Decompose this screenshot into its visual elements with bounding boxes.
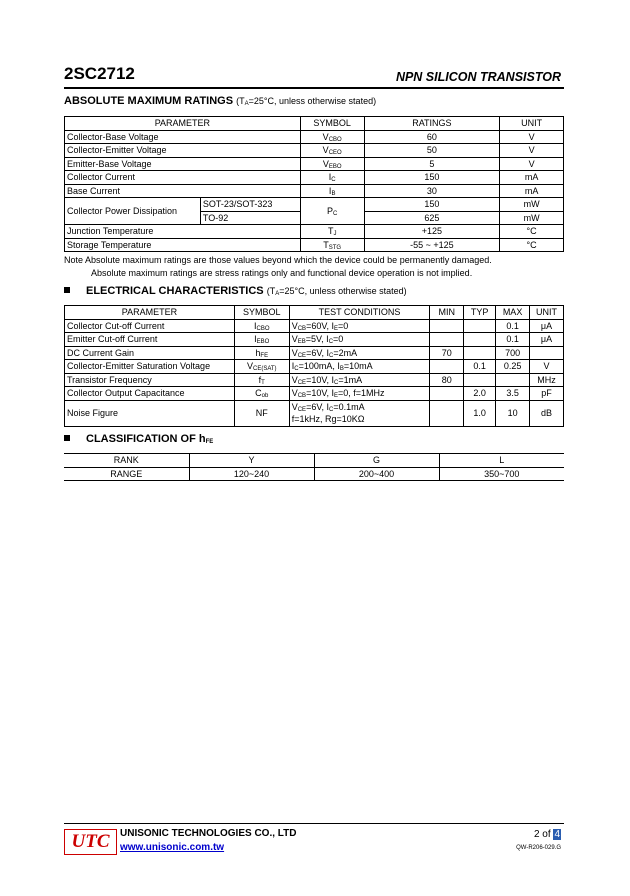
rating-cell: 50 (364, 144, 500, 158)
symbol-cell: $C_{ob}$ (234, 387, 289, 401)
symbol-cell: $I_B$ (300, 184, 364, 198)
table-row (65, 373, 564, 387)
condition-cell: $V_{CB}=10V$, $I_E=0$, f=1MHz (289, 387, 430, 401)
note-line-1: Note Absolute maximum ratings are those values beyond which the device could be permanently damaged. (64, 255, 492, 265)
typ-cell (464, 319, 496, 333)
condition-cell (289, 400, 430, 426)
condition-line: f=1kHz, Rg=10KΩ (291, 414, 365, 424)
col-header: PARAMETER (65, 117, 301, 131)
range-cell: 120~240 (189, 467, 314, 481)
param-cell: DC Current Gain (65, 346, 235, 360)
footer-divider (64, 823, 564, 824)
table-header-row (65, 306, 564, 320)
package-cell: SOT-23/SOT-323 (200, 198, 300, 212)
range-cell: 350~700 (439, 467, 564, 481)
device-type: NPN SILICON TRANSISTOR (395, 70, 561, 84)
table-row (65, 184, 564, 198)
unit-cell: V (530, 360, 564, 374)
table-row (65, 130, 564, 144)
page-number (480, 829, 561, 840)
symbol-cell: $V_{CEO}$ (300, 144, 364, 158)
symbol-cell: $I_{CBO}$ (234, 319, 289, 333)
col-header: RATINGS (364, 117, 500, 131)
rating-cell: 5 (364, 157, 500, 171)
param-cell: Collector Cut-off Current (65, 319, 235, 333)
unit-cell: V (500, 144, 564, 158)
table-row (65, 171, 564, 185)
unit-cell: dB (530, 400, 564, 426)
symbol-cell: $V_{CE(SAT)}$ (234, 360, 289, 374)
max-cell: 10 (496, 400, 530, 426)
col-header: TYP (464, 306, 496, 320)
param-cell: Emitter Cut-off Current (65, 333, 235, 347)
table-row (65, 346, 564, 360)
max-cell: 0.1 (496, 333, 530, 347)
unit-cell: V (500, 130, 564, 144)
col-header: SYMBOL (300, 117, 364, 131)
unit-cell: pF (530, 387, 564, 401)
condition-line: $V_{CE}=6V$, $I_C=0.1mA$ (291, 402, 365, 413)
table-row (65, 225, 564, 239)
param-cell: Collector Power Dissipation (65, 198, 201, 225)
col-header: TEST CONDITIONS (289, 306, 430, 320)
table-row (65, 198, 564, 212)
symbol-cell: $f_T$ (234, 373, 289, 387)
symbol-cell: $V_{EBO}$ (300, 157, 364, 171)
note-line-2: Absolute maximum ratings are stress ratings only and functional device operation is not implied. (91, 268, 473, 278)
condition-cell: $V_{CB}=60V$, $I_E=0$ (289, 319, 430, 333)
document-number: QW-R206-029.G (516, 845, 561, 851)
classification-title: CLASSIFICATION OF $h_{FE}$ (86, 433, 214, 445)
param-cell: Junction Temperature (65, 225, 301, 239)
col-header: MIN (430, 306, 464, 320)
header-divider (64, 87, 564, 89)
param-cell: Collector Current (65, 171, 301, 185)
symbol-cell: $T_{STG}$ (300, 238, 364, 252)
unit-cell (530, 346, 564, 360)
table-row (65, 144, 564, 158)
min-cell (430, 387, 464, 401)
max-cell: 0.1 (496, 319, 530, 333)
part-number: 2SC2712 (64, 64, 135, 83)
rank-cell: G (314, 454, 439, 468)
abs-max-title: ABSOLUTE MAXIMUM RATINGS (64, 95, 234, 107)
min-cell (430, 319, 464, 333)
elec-title: ELECTRICAL CHARACTERISTICS (86, 285, 264, 297)
max-cell: 0.25 (496, 360, 530, 374)
table-row (65, 157, 564, 171)
elec-condition: ($T_A=25^\circ C$, unless otherwise stated) (266, 286, 407, 297)
classification-table (64, 453, 564, 481)
symbol-cell: $P_C$ (300, 198, 364, 225)
col-header: MAX (496, 306, 530, 320)
typ-cell (464, 333, 496, 347)
symbol-cell: $I_{EBO}$ (234, 333, 289, 347)
table-row (65, 319, 564, 333)
bullet-icon (64, 435, 70, 441)
min-cell (430, 360, 464, 374)
max-cell (496, 373, 530, 387)
col-header: UNIT (530, 306, 564, 320)
table-row (65, 387, 564, 401)
min-cell: 70 (430, 346, 464, 360)
unit-cell: mA (500, 184, 564, 198)
abs-max-table (64, 116, 564, 252)
abs-max-condition: ($T_A=25^\circ C$, unless otherwise stated) (236, 96, 377, 107)
unit-cell: MHz (530, 373, 564, 387)
condition-cell: $V_{CE}=6V$, $I_C=2mA$ (289, 346, 430, 360)
unit-cell: μA (530, 333, 564, 347)
param-cell: Collector-Emitter Voltage (65, 144, 301, 158)
rating-cell: -55 ~ +125 (364, 238, 500, 252)
table-row (65, 333, 564, 347)
rating-cell: 30 (364, 184, 500, 198)
bullet-icon (64, 287, 70, 293)
abs-max-heading (64, 95, 376, 107)
unit-cell: mA (500, 171, 564, 185)
max-cell: 700 (496, 346, 530, 360)
symbol-cell: NF (234, 400, 289, 426)
symbol-cell: $I_C$ (300, 171, 364, 185)
rank-label: RANK (64, 454, 189, 468)
param-cell: Collector Output Capacitance (65, 387, 235, 401)
unit-cell: °C (500, 225, 564, 239)
table-header-row (64, 454, 564, 468)
rank-cell: L (439, 454, 564, 468)
param-cell: Transistor Frequency (65, 373, 235, 387)
min-cell (430, 400, 464, 426)
abs-max-note (64, 254, 564, 280)
symbol-cell: $V_{CBO}$ (300, 130, 364, 144)
table-header-row (65, 117, 564, 131)
min-cell: 80 (430, 373, 464, 387)
param-cell: Base Current (65, 184, 301, 198)
symbol-cell: $h_{FE}$ (234, 346, 289, 360)
param-cell: Emitter-Base Voltage (65, 157, 301, 171)
unit-cell: °C (500, 238, 564, 252)
range-cell: 200~400 (314, 467, 439, 481)
rank-cell: Y (189, 454, 314, 468)
col-header: SYMBOL (234, 306, 289, 320)
typ-cell: 0.1 (464, 360, 496, 374)
condition-cell: $V_{EB}=5V$, $I_C=0$ (289, 333, 430, 347)
page-total: 4 (554, 829, 560, 840)
symbol-cell: $T_J$ (300, 225, 364, 239)
package-cell: TO-92 (200, 211, 300, 225)
utc-logo: UTC (64, 829, 117, 855)
page-prefix: 2 of (533, 829, 554, 840)
unit-cell: μA (530, 319, 564, 333)
col-header: PARAMETER (65, 306, 235, 320)
classification-heading (64, 433, 213, 445)
typ-cell: 1.0 (464, 400, 496, 426)
rating-cell: 625 (364, 211, 500, 225)
rating-cell: +125 (364, 225, 500, 239)
elec-table (64, 305, 564, 427)
typ-cell (464, 346, 496, 360)
unit-cell: V (500, 157, 564, 171)
condition-cell: $I_C=100mA$, $I_B=10mA$ (289, 360, 430, 374)
table-row (65, 238, 564, 252)
typ-cell: 2.0 (464, 387, 496, 401)
range-label: RANGE (64, 467, 189, 481)
table-row (65, 400, 564, 426)
param-cell: Collector-Emitter Saturation Voltage (65, 360, 235, 374)
unit-cell: mW (500, 198, 564, 212)
typ-cell (464, 373, 496, 387)
rating-cell: 150 (364, 171, 500, 185)
company-name: UNISONIC TECHNOLOGIES CO., LTD (120, 828, 297, 839)
max-cell: 3.5 (496, 387, 530, 401)
table-row (65, 360, 564, 374)
unit-cell: mW (500, 211, 564, 225)
table-row (64, 467, 564, 481)
param-cell: Collector-Base Voltage (65, 130, 301, 144)
condition-cell: $V_{CE}=10V$, $I_C=1mA$ (289, 373, 430, 387)
elec-heading (64, 285, 407, 297)
col-header: UNIT (500, 117, 564, 131)
param-cell: Storage Temperature (65, 238, 301, 252)
rating-cell: 150 (364, 198, 500, 212)
param-cell: Noise Figure (65, 400, 235, 426)
rating-cell: 60 (364, 130, 500, 144)
website-link[interactable]: www.unisonic.com.tw (120, 842, 225, 853)
min-cell (430, 333, 464, 347)
